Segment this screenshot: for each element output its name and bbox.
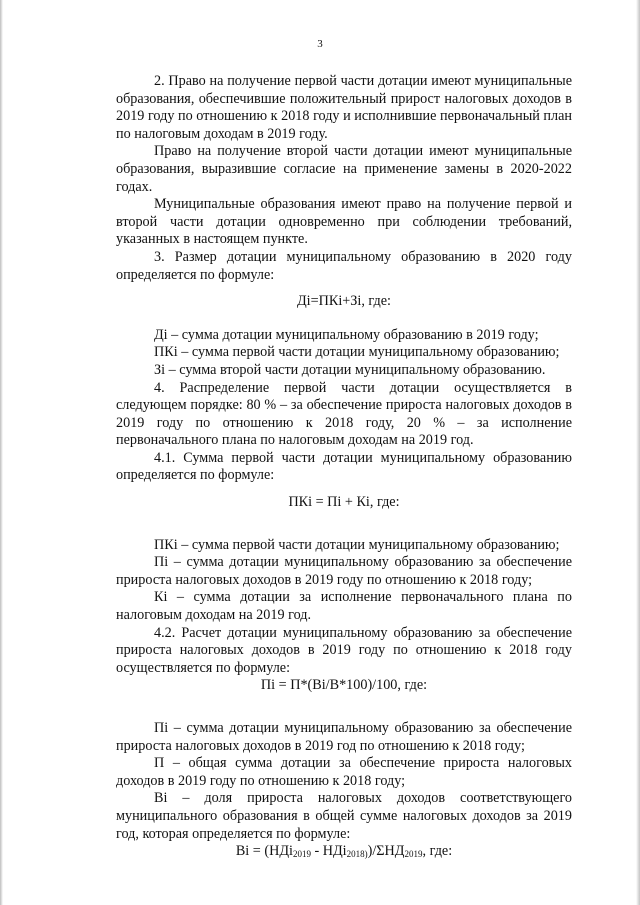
paragraph-right-to-second-part: Право на получение второй части дотации имеют муниципальные образования, выразившие согласие на применение замены в 2020-2022 годах. xyxy=(116,143,572,195)
paragraph-first-part-formula-intro: 4.1. Сумма первой части дотации муниципальному образованию определяется по формуле: xyxy=(116,449,572,484)
definition-di: Дi – сумма дотации муниципальному образованию в 2019 году; xyxy=(154,326,539,343)
formula4-sub3: 2019 xyxy=(404,849,423,860)
scan-edge-left xyxy=(0,0,3,905)
paragraph-growth-calculation: 4.2. Расчет дотации муниципальному образованию за обеспечение прироста налоговых доходов в 2019 году по отношению к 2018 году осуществляется по формуле: xyxy=(116,624,572,676)
formula4-sub2: 2018) xyxy=(346,849,368,860)
paragraph-right-to-first-part: 2. Право на получение первой части дотации имеют муниципальные образования, обеспечившие положительный прирост налоговых доходов в 2019 году по отношению к 2018 году и исполнившие первоначальный план по налоговым доходам в 2019 году. xyxy=(116,73,572,142)
formula-subsidy-total: Дi=ПКi+Зi, где: xyxy=(297,293,391,310)
paragraph-subsidy-size: 3. Размер дотации муниципальному образованию в 2020 году определяется по формуле: xyxy=(116,248,572,283)
definition-pki-repeat: ПКi – сумма первой части дотации муниципальному образованию; xyxy=(154,536,560,553)
formula-first-part: ПКi = Пi + Кi, где: xyxy=(288,494,400,511)
formula4-part2: - НДi xyxy=(310,843,347,860)
formula-growth-subsidy: Пi = П*(Вi/В*100)/100, где: xyxy=(260,677,428,694)
document-body xyxy=(116,73,572,862)
scan-edge-right xyxy=(636,0,640,905)
page-number: 3 xyxy=(317,38,323,50)
formula-share-of-growth xyxy=(116,843,572,862)
definition-pki: ПКi – сумма первой части дотации муниципальному образованию; xyxy=(154,344,560,361)
definition-zi: Зi – сумма второй части дотации муниципальному образованию. xyxy=(154,361,546,378)
definition-ki: Кi – сумма дотации за исполнение первоначального плана по налоговым доходам на 2019 год. xyxy=(116,589,572,624)
formula4-part1: Вi = (НДi xyxy=(235,843,293,860)
formula4-part3: )/ΣНД xyxy=(367,843,405,860)
definition-pi: Пi – сумма дотации муниципальному образованию за обеспечение прироста налоговых доходов в 2019 году по отношению к 2018 году; xyxy=(116,554,572,588)
formula4-part4: , где: xyxy=(422,843,453,860)
definition-vi: Вi – доля прироста налоговых доходов соответствующего муниципального образования в общей сумме налоговых доходов за 2019 год, которая определяется по формуле: xyxy=(116,790,572,842)
definition-pi-repeat: Пi – сумма дотации муниципальному образованию за обеспечение прироста налоговых доходов в 2019 год по отношению к 2018 году; xyxy=(116,720,572,754)
paragraph-both-parts: Муниципальные образования имеют право на получение первой и второй части дотации одновременно при соблюдении требований, указанных в настоящем пункте. xyxy=(116,196,572,248)
formula4-sub1: 2019 xyxy=(292,849,311,860)
definition-p-total: П – общая сумма дотации за обеспечение прироста налоговых доходов в 2019 году по отношению к 2018 году; xyxy=(116,755,572,789)
paragraph-distribution: 4. Распределение первой части дотации осуществляется в следующем порядке: 80 % – за обеспечение прироста налоговых доходов в 2019 году по отношению к 2018 году, 20 % – за исполнение первоначального плана по налоговым доходам на 2019 год. xyxy=(116,379,572,449)
